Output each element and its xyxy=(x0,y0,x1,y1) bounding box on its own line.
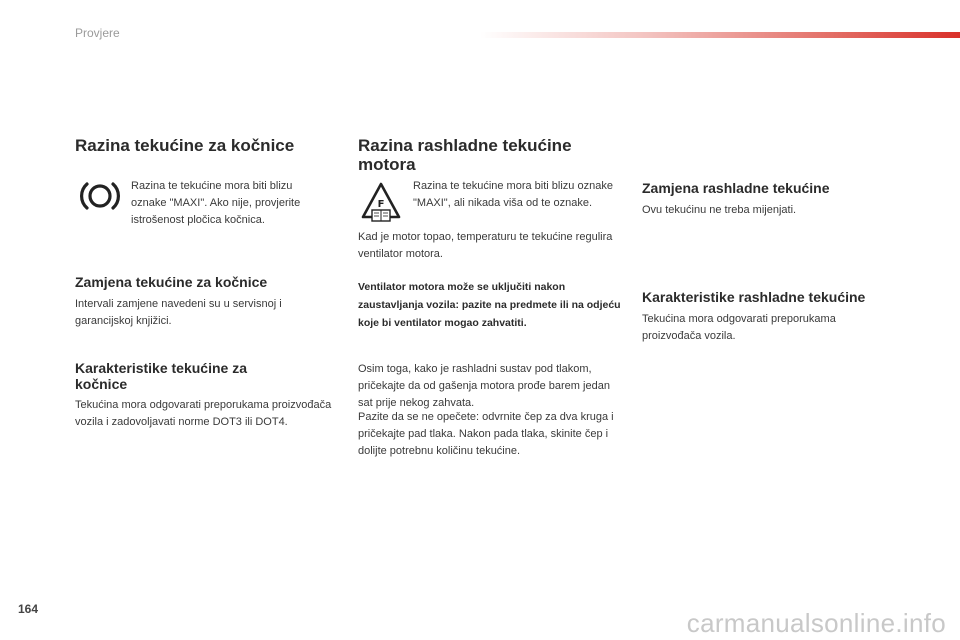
coolant-intro: Razina te tekućine mora biti blizu oznake "MAXI", ali nikada viša od te oznake. xyxy=(413,180,613,209)
coolant-text-3: Pazite da se ne opečete: odvrnite čep za dva kruga i pričekajte pad tlaka. Nakon pada tlaka, skinite čep i dolijte potrebnu količinu tekućine. xyxy=(358,411,614,457)
brake-fluid-change-title: Zamjena tekućine za kočnice xyxy=(75,274,268,290)
header-accent-bar xyxy=(480,32,960,38)
coolant-change-title: Zamjena rashladne tekućine xyxy=(642,180,830,196)
coolant-text-2: Osim toga, kako je rashladni sustav pod tlakom, pričekajte da od gašenja motora prođe barem jedan sat prije nekog zahvata. xyxy=(358,363,610,409)
coolant-fan-warning: Ventilator motora može se uključiti nakon zaustavljanja vozila: pazite na predmete ili na odjeću koje bi ventilator mogao zahvatiti. xyxy=(358,281,621,329)
brake-fluid-spec-title: Karakteristike tekućine za kočnice xyxy=(75,360,247,392)
svg-text:F: F xyxy=(377,199,385,210)
brake-fluid-intro: Razina te tekućine mora biti blizu oznake "MAXI". Ako nije, provjerite istrošenost pločica kočnica. xyxy=(131,180,301,226)
coolant-spec-title: Karakteristike rashladne tekućine xyxy=(642,289,866,305)
page-number: 164 xyxy=(18,602,39,616)
brake-warning-icon xyxy=(78,178,122,219)
brake-fluid-spec-text: Tekućina mora odgovarati preporukama proizvođača vozila i zadovoljavati norme DOT3 ili DOT4. xyxy=(75,399,332,428)
header-title: Provjere xyxy=(75,26,120,40)
coolant-title: Razina rashladne tekućine motora xyxy=(358,136,572,174)
coolant-text-1: Kad je motor topao, temperaturu te tekućine regulira ventilator motora. xyxy=(358,231,613,260)
coolant-spec-text: Tekućina mora odgovarati preporukama proizvođača vozila. xyxy=(642,313,836,342)
watermark: carmanualsonline.info xyxy=(686,608,946,638)
fan-warning-manual-icon xyxy=(360,181,402,228)
brake-fluid-change-text: Intervali zamjene navedeni su u servisnoj i garancijskoj knjižici. xyxy=(75,298,282,327)
coolant-change-text: Ovu tekućinu ne treba mijenjati. xyxy=(642,204,797,216)
brake-fluid-title: Razina tekućine za kočnice xyxy=(75,136,295,155)
